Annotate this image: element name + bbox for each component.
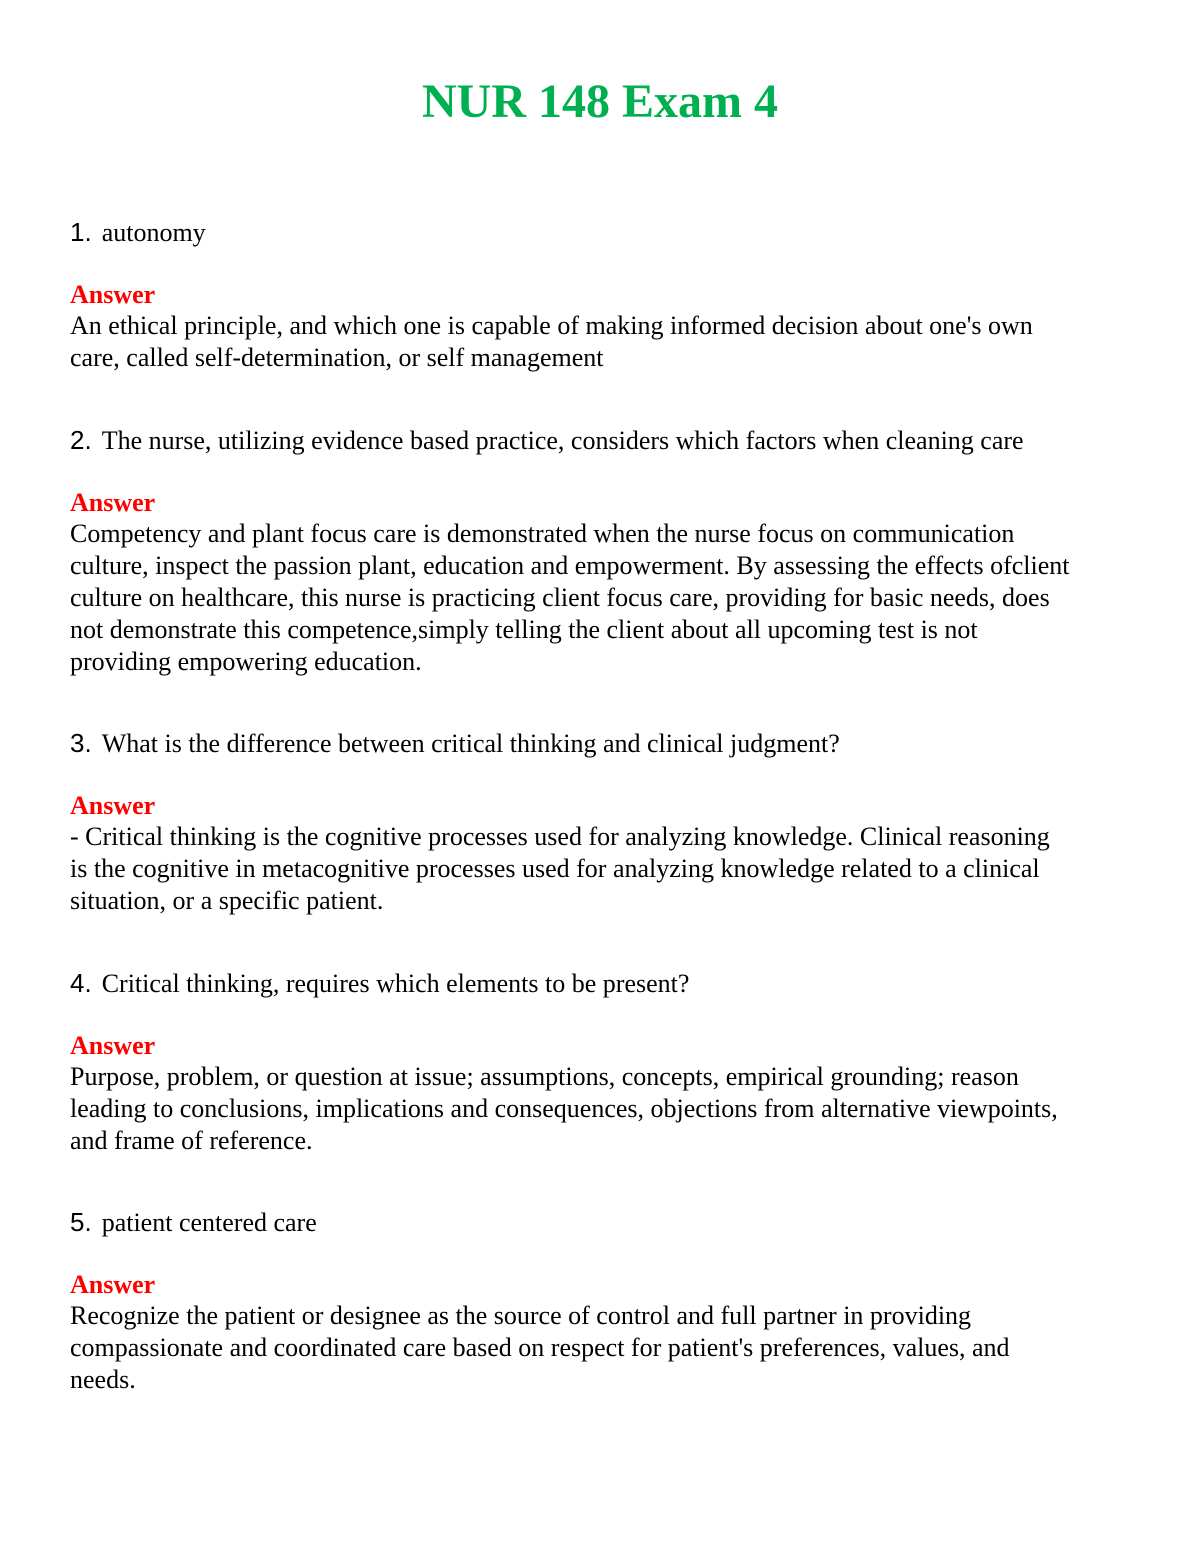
question-number: 5. — [70, 1207, 92, 1237]
answer-text: Purpose, problem, or question at issue; assumptions, concepts, empirical grounding; reason leading to conclusions, implications and consequences, objections from alternative viewpoints, and frame of reference. — [70, 1062, 1058, 1155]
question-text: patient centered care — [101, 1208, 317, 1237]
answer-label: Answer — [70, 488, 156, 517]
qa-item-5 — [70, 1205, 1140, 1396]
qa-item-4 — [70, 966, 1140, 1157]
qa-item-3 — [70, 726, 1140, 917]
question-number: 3. — [70, 728, 92, 758]
question-text: Critical thinking, requires which elements to be present? — [101, 969, 690, 998]
answer-text: An ethical principle, and which one is capable of making informed decision about one's own care, called self-determination, or self management — [70, 311, 1033, 372]
question-2 — [70, 423, 1140, 458]
page-title: NUR 148 Exam 4 — [422, 75, 778, 128]
answer-label: Answer — [70, 1270, 156, 1299]
question-text: What is the difference between critical thinking and clinical judgment? — [101, 729, 840, 758]
question-number: 4. — [70, 968, 92, 998]
question-1 — [70, 215, 1140, 250]
answer-text: - Critical thinking is the cognitive processes used for analyzing knowledge. Clinical reasoning is the cognitive in metacognitive processes used for analyzing knowledge related to a clinical situation, or a specific patient. — [70, 822, 1050, 915]
qa-item-1 — [70, 215, 1140, 374]
answer-label: Answer — [70, 1031, 156, 1060]
question-text: autonomy — [101, 218, 206, 247]
answer-label: Answer — [70, 791, 156, 820]
answer-label: Answer — [70, 280, 156, 309]
qa-item-2 — [70, 423, 1140, 678]
question-3 — [70, 726, 1140, 761]
question-4 — [70, 966, 1140, 1001]
answer-text: Recognize the patient or designee as the source of control and full partner in providing compassionate and coordinated care based on respect for patient's preferences, values, and needs. — [70, 1301, 1010, 1394]
answer-text: Competency and plant focus care is demonstrated when the nurse focus on communication culture, inspect the passion plant, education and empowerment. By assessing the effects ofclient culture on healthcare, this nurse is practicing client focus care, providing for basic needs, does not demonstrate this competence,simply telling the client about all upcoming test is not providing empowering education. — [70, 519, 1070, 676]
question-text: The nurse, utilizing evidence based practice, considers which factors when cleaning care — [101, 426, 1024, 455]
question-number: 2. — [70, 425, 92, 455]
question-5 — [70, 1205, 1140, 1240]
question-number: 1. — [70, 217, 92, 247]
